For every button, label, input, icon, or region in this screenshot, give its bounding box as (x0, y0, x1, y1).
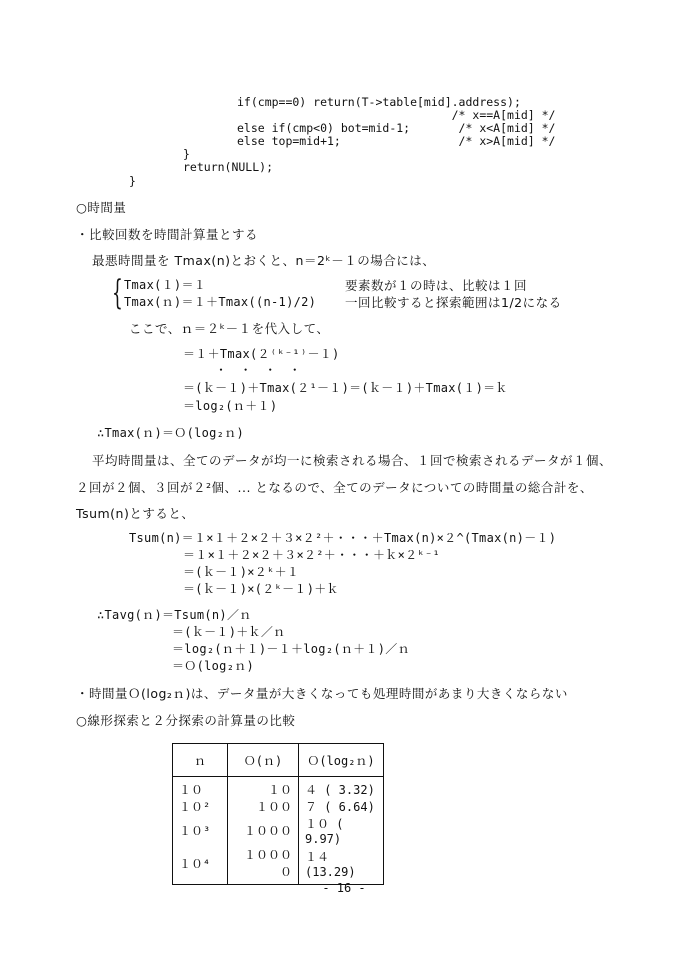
bullet-comparison-count: ・比較回数を時間計算量とする (76, 227, 259, 242)
code-line-close-brace-inner: } (183, 147, 190, 161)
table-cell: １０² (173, 798, 228, 815)
table-cell: １０ ( 9.97) (299, 815, 384, 846)
recurrence-step-note: 一回比較すると探索範囲は1/2になる (345, 295, 562, 310)
bullet-conclusion: ・時間量Ｏ(log₂ｎ)は、データ量が大きくなっても処理時間があまり大きくならない (76, 686, 568, 701)
code-line-comment-eq: /* x==A[mid] */ (237, 108, 556, 122)
code-line-close-brace-outer: } (129, 174, 136, 188)
average-line-3: ＝Ｏ(log₂ｎ) (172, 659, 255, 673)
table-cell: １０⁴ (173, 846, 228, 885)
table-cell: ７ ( 6.64) (299, 798, 384, 815)
header-n: ｎ (173, 744, 228, 777)
derivation-dots: ・ ・ ・ ・ (215, 363, 302, 377)
table-cell: １００００ (228, 846, 299, 885)
table-cell: １０ (173, 777, 228, 799)
table-cell: １０ (228, 777, 299, 799)
table-cell: １００ (228, 798, 299, 815)
therefore-average: ∴Tavg(ｎ)＝Tsum(n)／ｎ (97, 608, 252, 622)
average-line-1: ＝(ｋ－１)＋ｋ／ｎ (172, 625, 286, 639)
heading-time: ○時間量 (76, 200, 127, 215)
page-number: - 16 - (322, 881, 366, 895)
sum-line-1: Tsum(n)＝１×１＋２×２＋３×２²＋・・・＋Tmax(n)×２^(Tmax(n)－１) (129, 531, 557, 545)
recurrence-base-note: 要素数が１の時は、比較は１回 (345, 278, 528, 293)
brace-symbol: { (112, 273, 123, 313)
sum-line-2: ＝１×１＋２×２＋３×２²＋・・・＋ｋ×２ᵏ⁻¹ (183, 548, 440, 562)
header-binary: Ｏ(log₂ｎ) (299, 744, 384, 777)
recurrence-step: Tmax(ｎ)＝１＋Tmax((n-1)/2) (124, 295, 317, 309)
worst-case-intro: 最悪時間量を Tmax(n)とおくと、n＝2ᵏ－１の場合には、 (92, 253, 436, 268)
code-line-return-null: return(NULL); (183, 160, 274, 174)
table-row (173, 815, 384, 846)
substitution-line: ここで、ｎ＝２ᵏ－１を代入して、 (129, 321, 330, 336)
code-line-else-if: else if(cmp<0) bot=mid-1; /* x<A[mid] */ (237, 121, 556, 135)
table-cell: １０³ (173, 815, 228, 846)
therefore-worst: ∴Tmax(ｎ)＝Ｏ(log₂ｎ) (97, 426, 245, 440)
sum-line-4: ＝(ｋ－１)×(２ᵏ－１)＋ｋ (183, 582, 339, 596)
derivation-1: ＝１＋Tmax(２⁽ᵏ⁻¹⁾－１) (183, 347, 340, 361)
table-row (173, 777, 384, 799)
average-para-line-1: 平均時間量は、全てのデータが均一に検索される場合、１回で検索されるデータが１個、 (92, 453, 613, 468)
sum-line-3: ＝(ｋ－１)×２ᵏ＋１ (183, 565, 300, 579)
table-header-row (173, 744, 384, 777)
derivation-3: ＝log₂(ｎ＋１) (183, 399, 278, 413)
average-line-2: ＝log₂(ｎ＋１)－１＋log₂(ｎ＋１)／ｎ (172, 642, 410, 656)
table-row (173, 846, 384, 885)
comparison-table (172, 743, 384, 885)
average-para-line-2: ２回が２個、３回が２²個、... となるので、全てのデータについての時間量の総合計を、 (76, 480, 593, 495)
table-cell: ４ ( 3.32) (299, 777, 384, 799)
heading-comparison: ○線形探索と２分探索の計算量の比較 (76, 713, 296, 728)
header-linear: Ｏ(ｎ) (228, 744, 299, 777)
code-line-if: if(cmp==0) return(T->table[mid].address); (237, 95, 521, 109)
code-line-else: else top=mid+1; /* x>A[mid] */ (237, 134, 556, 148)
table-row (173, 798, 384, 815)
average-para-line-3: Tsum(n)とすると、 (76, 506, 195, 521)
derivation-2: ＝(ｋ－１)＋Tmax(２¹－１)＝(ｋ－１)＋Tmax(１)＝ｋ (183, 381, 508, 395)
table-cell: １０００ (228, 815, 299, 846)
recurrence-base: Tmax(１)＝１ (124, 278, 207, 292)
table-cell: １４ (13.29) (299, 846, 384, 885)
